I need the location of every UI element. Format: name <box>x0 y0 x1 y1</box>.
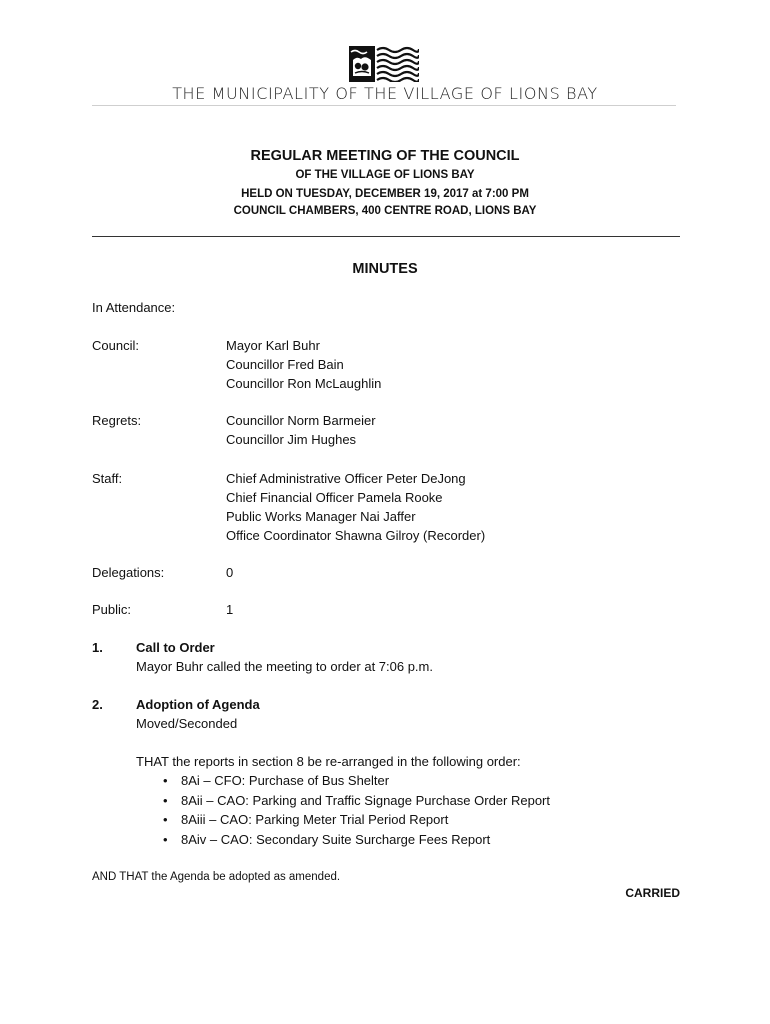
list-item: • 8Aii – CAO: Parking and Traffic Signage Purchase Order Report <box>163 791 550 811</box>
bullet-icon: • <box>163 773 168 788</box>
delegations-label: Delegations: <box>92 565 165 580</box>
carried-label: CARRIED <box>625 886 680 900</box>
staff-label: Staff: <box>92 471 123 486</box>
meeting-title: REGULAR MEETING OF THE COUNCIL <box>250 148 520 164</box>
item-title-call-to-order: Call to Order <box>136 640 215 655</box>
staff-list <box>226 469 485 545</box>
bullet-icon: • <box>163 832 168 848</box>
staff-member: Public Works Manager Nai Jaffer <box>226 509 416 524</box>
staff-member: Office Coordinator Shawna Gilroy (Recorder) <box>226 528 486 543</box>
list-item: • 8Ai – CFO: Purchase of Bus Shelter <box>163 771 550 791</box>
delegations-value: 0 <box>226 565 234 580</box>
public-label: Public: <box>92 602 132 617</box>
title-divider <box>92 236 680 237</box>
council-member: Councillor Ron McLaughlin <box>226 376 382 391</box>
item-number: 2. <box>92 697 103 712</box>
attendance-heading: In Attendance: <box>92 300 176 315</box>
staff-member: Chief Financial Officer Pamela Rooke <box>226 490 443 505</box>
council-list <box>226 336 381 393</box>
regrets-member: Councillor Jim Hughes <box>226 432 357 447</box>
council-label: Council: <box>92 338 139 353</box>
item-body: Mayor Buhr called the meeting to order at 7:06 p.m. <box>136 659 433 674</box>
lions-bay-logo <box>349 46 419 82</box>
council-member: Mayor Karl Buhr <box>226 338 320 353</box>
and-that-text: AND THAT the Agenda be adopted as amended. <box>92 871 341 883</box>
list-item: • 8Aiii – CAO: Parking Meter Trial Period Report <box>163 810 550 830</box>
regrets-list <box>226 411 376 449</box>
regrets-member: Councillor Norm Barmeier <box>226 413 376 428</box>
meeting-location: COUNCIL CHAMBERS, 400 CENTRE ROAD, LIONS BAY <box>233 205 537 217</box>
list-item: • 8Aiv – CAO: Secondary Suite Surcharge Fees Report <box>163 830 550 850</box>
regrets-label: Regrets: <box>92 413 142 428</box>
council-member: Councillor Fred Bain <box>226 357 344 372</box>
item-number: 1. <box>92 640 103 655</box>
moved-seconded: Moved/Seconded <box>136 716 238 731</box>
meeting-subtitle: OF THE VILLAGE OF LIONS BAY <box>295 169 475 181</box>
item-title-adoption-of-agenda: Adoption of Agenda <box>136 697 260 712</box>
public-value: 1 <box>226 602 234 617</box>
meeting-date: HELD ON TUESDAY, DECEMBER 19, 2017 at 7:00 PM <box>241 188 529 200</box>
resolution-text: THAT the reports in section 8 be re-arranged in the following order: <box>136 754 521 769</box>
document-title: MINUTES <box>352 261 418 277</box>
agenda-order-list <box>163 771 550 850</box>
bullet-icon: • <box>163 812 168 828</box>
municipality-name: THE MUNICIPALITY OF THE VILLAGE OF LIONS BAY <box>172 84 598 103</box>
staff-member: Chief Administrative Officer Peter DeJong <box>226 471 466 486</box>
bullet-icon: • <box>163 792 168 808</box>
header-divider <box>92 105 676 106</box>
